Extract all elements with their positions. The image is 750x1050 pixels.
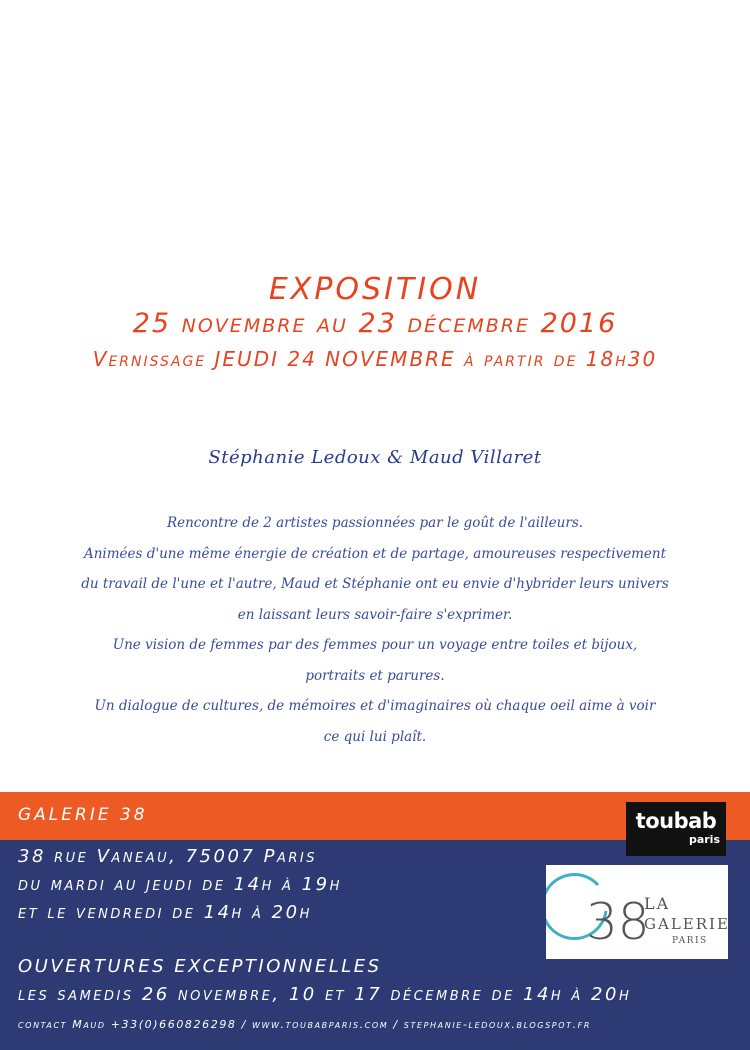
opening-hours-friday: et le vendredi de 14h à 20h — [18, 902, 312, 923]
vernissage-info: Vernissage JEUDI 24 NOVEMBRE à partir de 18h30 — [92, 347, 658, 371]
description-line: Un dialogue de cultures, de mémoires et d'imaginaires où chaque oeil aime à voir — [94, 698, 656, 714]
description-line: Une vision de femmes par des femmes pour un voyage entre toiles et bijoux, — [112, 637, 638, 653]
description-line: en laissant leurs savoir-faire s'exprimer. — [237, 606, 513, 623]
description-line: Rencontre de 2 artistes passionnées par le goût de l'ailleurs. — [166, 515, 584, 531]
gallery-address: 38 rue Vaneau, 75007 Paris — [18, 846, 317, 867]
la-galerie-38-logo — [546, 865, 728, 959]
description-line: portraits et parures. — [305, 667, 445, 684]
gallery-name: GALERIE 38 — [18, 805, 148, 825]
opening-hours-weekdays: du mardi au jeudi de 14h à 19h — [18, 874, 342, 895]
exhibition-dates: 25 novembre au 23 décembre 2016 — [132, 308, 618, 339]
special-openings-title: OUVERTURES EXCEPTIONNELLES — [18, 956, 382, 977]
description-line: du travail de l'une et l'autre, Maud et Stéphanie ont eu envie d'hybrider leurs univers — [81, 576, 669, 592]
toubab-logo-sub: paris — [688, 833, 720, 846]
exhibition-title: EXPOSITION — [268, 272, 482, 307]
description-line: Animées d'une même énergie de création et de partage, amoureuses respectivement — [83, 545, 667, 562]
logo-la: LA — [644, 894, 671, 913]
description-line: ce qui lui plaît. — [323, 728, 427, 745]
la-galerie-38-logo-mark — [546, 865, 728, 959]
toubab-paris-logo — [626, 802, 726, 856]
special-openings-dates: les samedis 26 novembre, 10 et 17 décembre de 14h à 20h — [18, 984, 632, 1005]
contact-line: contact Maud +33(0)660826298 / www.toubabparis.com / stephanie-ledoux.blogspot.fr — [18, 1018, 592, 1031]
logo-galerie-word: GALERIE — [644, 915, 728, 933]
description-text — [40, 508, 710, 752]
artists-names: Stéphanie Ledoux & Maud Villaret — [208, 447, 542, 468]
logo-city: PARIS — [672, 936, 708, 946]
toubab-logo-word: toubab — [635, 809, 717, 833]
logo-number: 38 — [586, 893, 650, 951]
